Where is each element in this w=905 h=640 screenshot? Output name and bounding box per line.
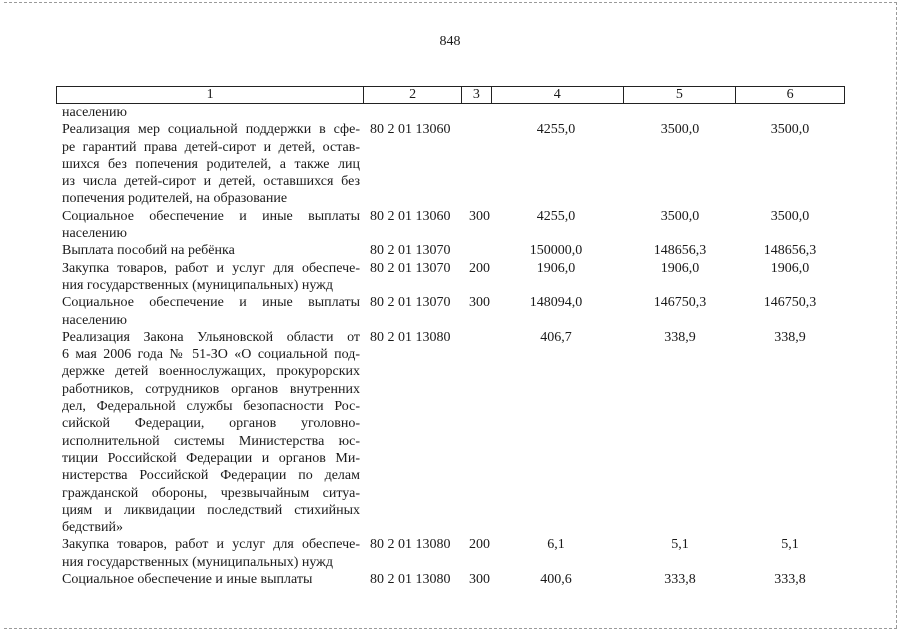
row-value-col5: 146750,3 [653, 295, 707, 311]
row-value-col6: 5,1 [781, 537, 799, 553]
description-line: циям и ликвидации последствий стихийных [62, 502, 360, 518]
table-row [0, 208, 905, 243]
description-line: бедствий» [62, 520, 124, 536]
row-value-col4: 148094,0 [529, 295, 583, 311]
row-value-col6: 333,8 [774, 572, 806, 588]
row-expense-type: 300 [469, 295, 490, 311]
header-col-5: 5 [624, 87, 737, 103]
row-value-col4: 1906,0 [536, 260, 576, 276]
table-row [0, 294, 905, 329]
row-description [62, 242, 360, 259]
description-line: Социальное обеспечение и иные выплаты [62, 208, 360, 224]
description-line: Закупка товаров, работ и услуг для обеспече- [62, 537, 360, 553]
description-line: сийской Федерации, органов уголовно- [62, 416, 360, 432]
row-value-col5: 333,8 [664, 572, 696, 588]
description-line: 6 мая 2006 года № 51-ЗО «О социальной под- [62, 347, 360, 363]
row-description [62, 208, 360, 243]
row-value-col4: 4255,0 [536, 122, 576, 138]
description-line: из числа детей-сирот и детей, оставшихся без [62, 174, 360, 190]
row-value-col5: 1906,0 [660, 260, 700, 276]
header-col-4: 4 [492, 87, 624, 103]
row-code: 80 2 01 13070 [370, 260, 451, 276]
row-value-col6: 3500,0 [770, 208, 810, 224]
page-border-bottom [4, 628, 897, 629]
row-value-col6: 1906,0 [770, 260, 810, 276]
table-row [0, 242, 905, 259]
row-value-col4: 406,7 [540, 329, 572, 345]
table-row [0, 571, 905, 588]
row-value-col6: 146750,3 [763, 295, 817, 311]
header-col-2: 2 [364, 87, 462, 103]
row-value-col5: 148656,3 [653, 243, 707, 259]
table-row [0, 260, 905, 295]
row-value-col5: 3500,0 [660, 208, 700, 224]
row-expense-type: 300 [469, 572, 490, 588]
description-line: попечения родителей, на образование [62, 191, 288, 207]
row-code: 80 2 01 13080 [370, 572, 451, 588]
row-code: 80 2 01 13070 [370, 295, 451, 311]
description-line: ре гарантий права детей-сирот и детей, остав- [62, 139, 360, 155]
row-description [62, 104, 360, 121]
row-code: 80 2 01 13080 [370, 329, 451, 345]
page-border-top [4, 2, 897, 3]
description-line: Реализация Закона Ульяновской области от [62, 329, 360, 345]
row-description [62, 294, 360, 329]
row-description [62, 536, 360, 571]
row-value-col5: 3500,0 [660, 122, 700, 138]
row-code: 80 2 01 13060 [370, 122, 451, 138]
header-col-1: 1 [57, 87, 364, 103]
row-expense-type: 200 [469, 260, 490, 276]
description-line: держке детей военнослужащих, прокурорских [62, 364, 360, 380]
description-line: ния государственных (муниципальных) нужд [62, 554, 333, 570]
description-line: работников, сотрудников органов внутренних [62, 381, 360, 397]
description-line: Выплата пособий на ребёнка [62, 243, 235, 259]
description-line: исполнительной системы Министерства юс- [62, 433, 360, 449]
row-value-col4: 4255,0 [536, 208, 576, 224]
row-value-col6: 338,9 [774, 329, 806, 345]
row-description [62, 121, 360, 207]
row-description [62, 571, 360, 588]
row-value-col4: 400,6 [540, 572, 572, 588]
table-row [0, 121, 905, 207]
description-line: тиции Российской Федерации и органов Ми- [62, 450, 360, 466]
row-description [62, 329, 360, 537]
header-col-6: 6 [786, 87, 794, 102]
table-row [0, 104, 905, 121]
row-value-col5: 5,1 [671, 537, 689, 553]
row-value-col6: 148656,3 [763, 243, 817, 259]
row-value-col4: 150000,0 [529, 243, 583, 259]
row-code: 80 2 01 13070 [370, 243, 451, 259]
row-code: 80 2 01 13080 [370, 537, 451, 553]
description-line: шихся без попечения родителей, а также лиц [62, 156, 360, 172]
description-line: нистерства Российской Федерации по делам [62, 468, 360, 484]
row-expense-type: 300 [469, 208, 490, 224]
row-code: 80 2 01 13060 [370, 208, 451, 224]
table-header [56, 86, 845, 104]
row-value-col4: 6,1 [547, 537, 565, 553]
description-line: Социальное обеспечение и иные выплаты [62, 295, 360, 311]
table-row [0, 329, 905, 537]
row-value-col6: 3500,0 [770, 122, 810, 138]
table-body [0, 104, 905, 588]
description-line: дел, Федеральной службы безопасности Рос- [62, 399, 360, 415]
description-line: населению [62, 105, 127, 120]
description-line: Реализация мер социальной поддержки в сфе- [62, 122, 360, 138]
page-number: 848 [439, 34, 461, 49]
row-value-col5: 338,9 [664, 329, 696, 345]
table-row [0, 536, 905, 571]
description-line: населению [62, 312, 127, 328]
description-line: населению [62, 226, 127, 242]
description-line: гражданской обороны, чрезвычайным ситуа- [62, 485, 360, 501]
description-line: ния государственных (муниципальных) нужд [62, 277, 333, 293]
description-line: Закупка товаров, работ и услуг для обеспече- [62, 260, 360, 276]
header-col-3: 3 [462, 87, 492, 103]
row-expense-type: 200 [469, 537, 490, 553]
description-line: Социальное обеспечение и иные выплаты [62, 572, 313, 588]
row-description [62, 260, 360, 295]
